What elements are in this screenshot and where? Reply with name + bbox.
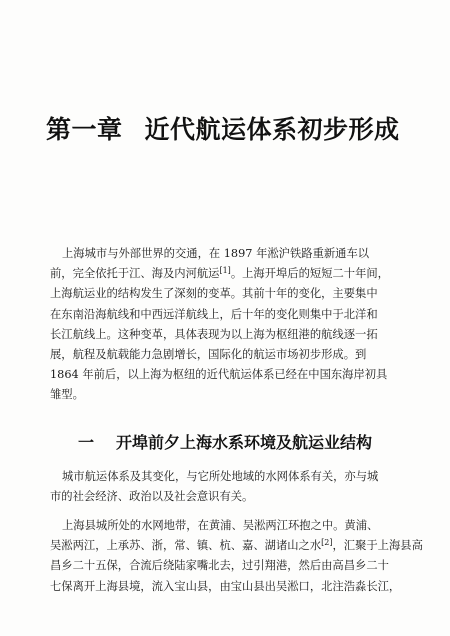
text-line: 雏型。 (50, 388, 84, 402)
text-line: 昌乡二十五保，合流后绕陆家嘴北去，过引翔港，然后由高昌乡二十 (50, 559, 389, 573)
footnote-ref[interactable]: [1] (219, 266, 231, 276)
section-title: 开埠前夕上海水系环境及航运业结构 (116, 433, 373, 452)
text-line (50, 264, 394, 284)
text-segment: ，汇聚于上海县高 (332, 539, 423, 553)
text-line: 上海航运业的结构发生了深刻的变革。其前十年的变化，主要集中 (50, 287, 378, 301)
text-line: 城市航运体系及其变化，与它所处地域的水网体系有关，亦与城 (62, 470, 379, 483)
text-segment: 吴淞两江，上承苏、浙，常、镇、杭、嘉、湖诸山之水 (50, 539, 322, 553)
text-segment: 。上海开埠后的短短二十年间， (230, 267, 389, 281)
section-number: 一 (78, 433, 95, 452)
body-paragraph (50, 516, 423, 597)
text-line: 上海城市与外部世界的交通，在 1897 年淞沪铁路重新通车以 (62, 247, 370, 260)
chapter-number: 第一章 (46, 115, 123, 144)
text-segment: 前，完全依托于江、海及内河航运 (50, 267, 220, 281)
text-line (50, 536, 423, 556)
intro-paragraph (50, 244, 394, 406)
text-line: 上海县城所处的水网地带，在黄浦、吴淞两江环抱之中。黄浦、 (62, 519, 379, 532)
text-line: 七保离开上海县境，流入宝山县，由宝山县出吴淞口，北注浩淼长江， (50, 579, 401, 593)
text-line: 市的社会经济、政治以及社会意识有关。 (50, 490, 254, 504)
text-line: 展，航程及航载能力急剧增长，国际化的航运市场初步形成。到 (50, 348, 367, 362)
footnote-ref[interactable]: [2] (321, 538, 333, 548)
text-line: 1864 年前后，以上海为枢纽的近代航运体系已经在中国东海岸初具 (50, 368, 388, 382)
chapter-title: 近代航运体系初步形成 (144, 115, 400, 144)
text-line: 在东南沿海航线和中西远洋航线上，后十年的变化则集中于北洋和 (50, 307, 378, 321)
chapter-heading (46, 110, 400, 146)
body-paragraph (50, 467, 394, 507)
section-heading (78, 430, 372, 453)
text-line: 长江航线上。这种变革，具体表现为以上海为枢纽港的航线逐一拓 (50, 327, 378, 341)
